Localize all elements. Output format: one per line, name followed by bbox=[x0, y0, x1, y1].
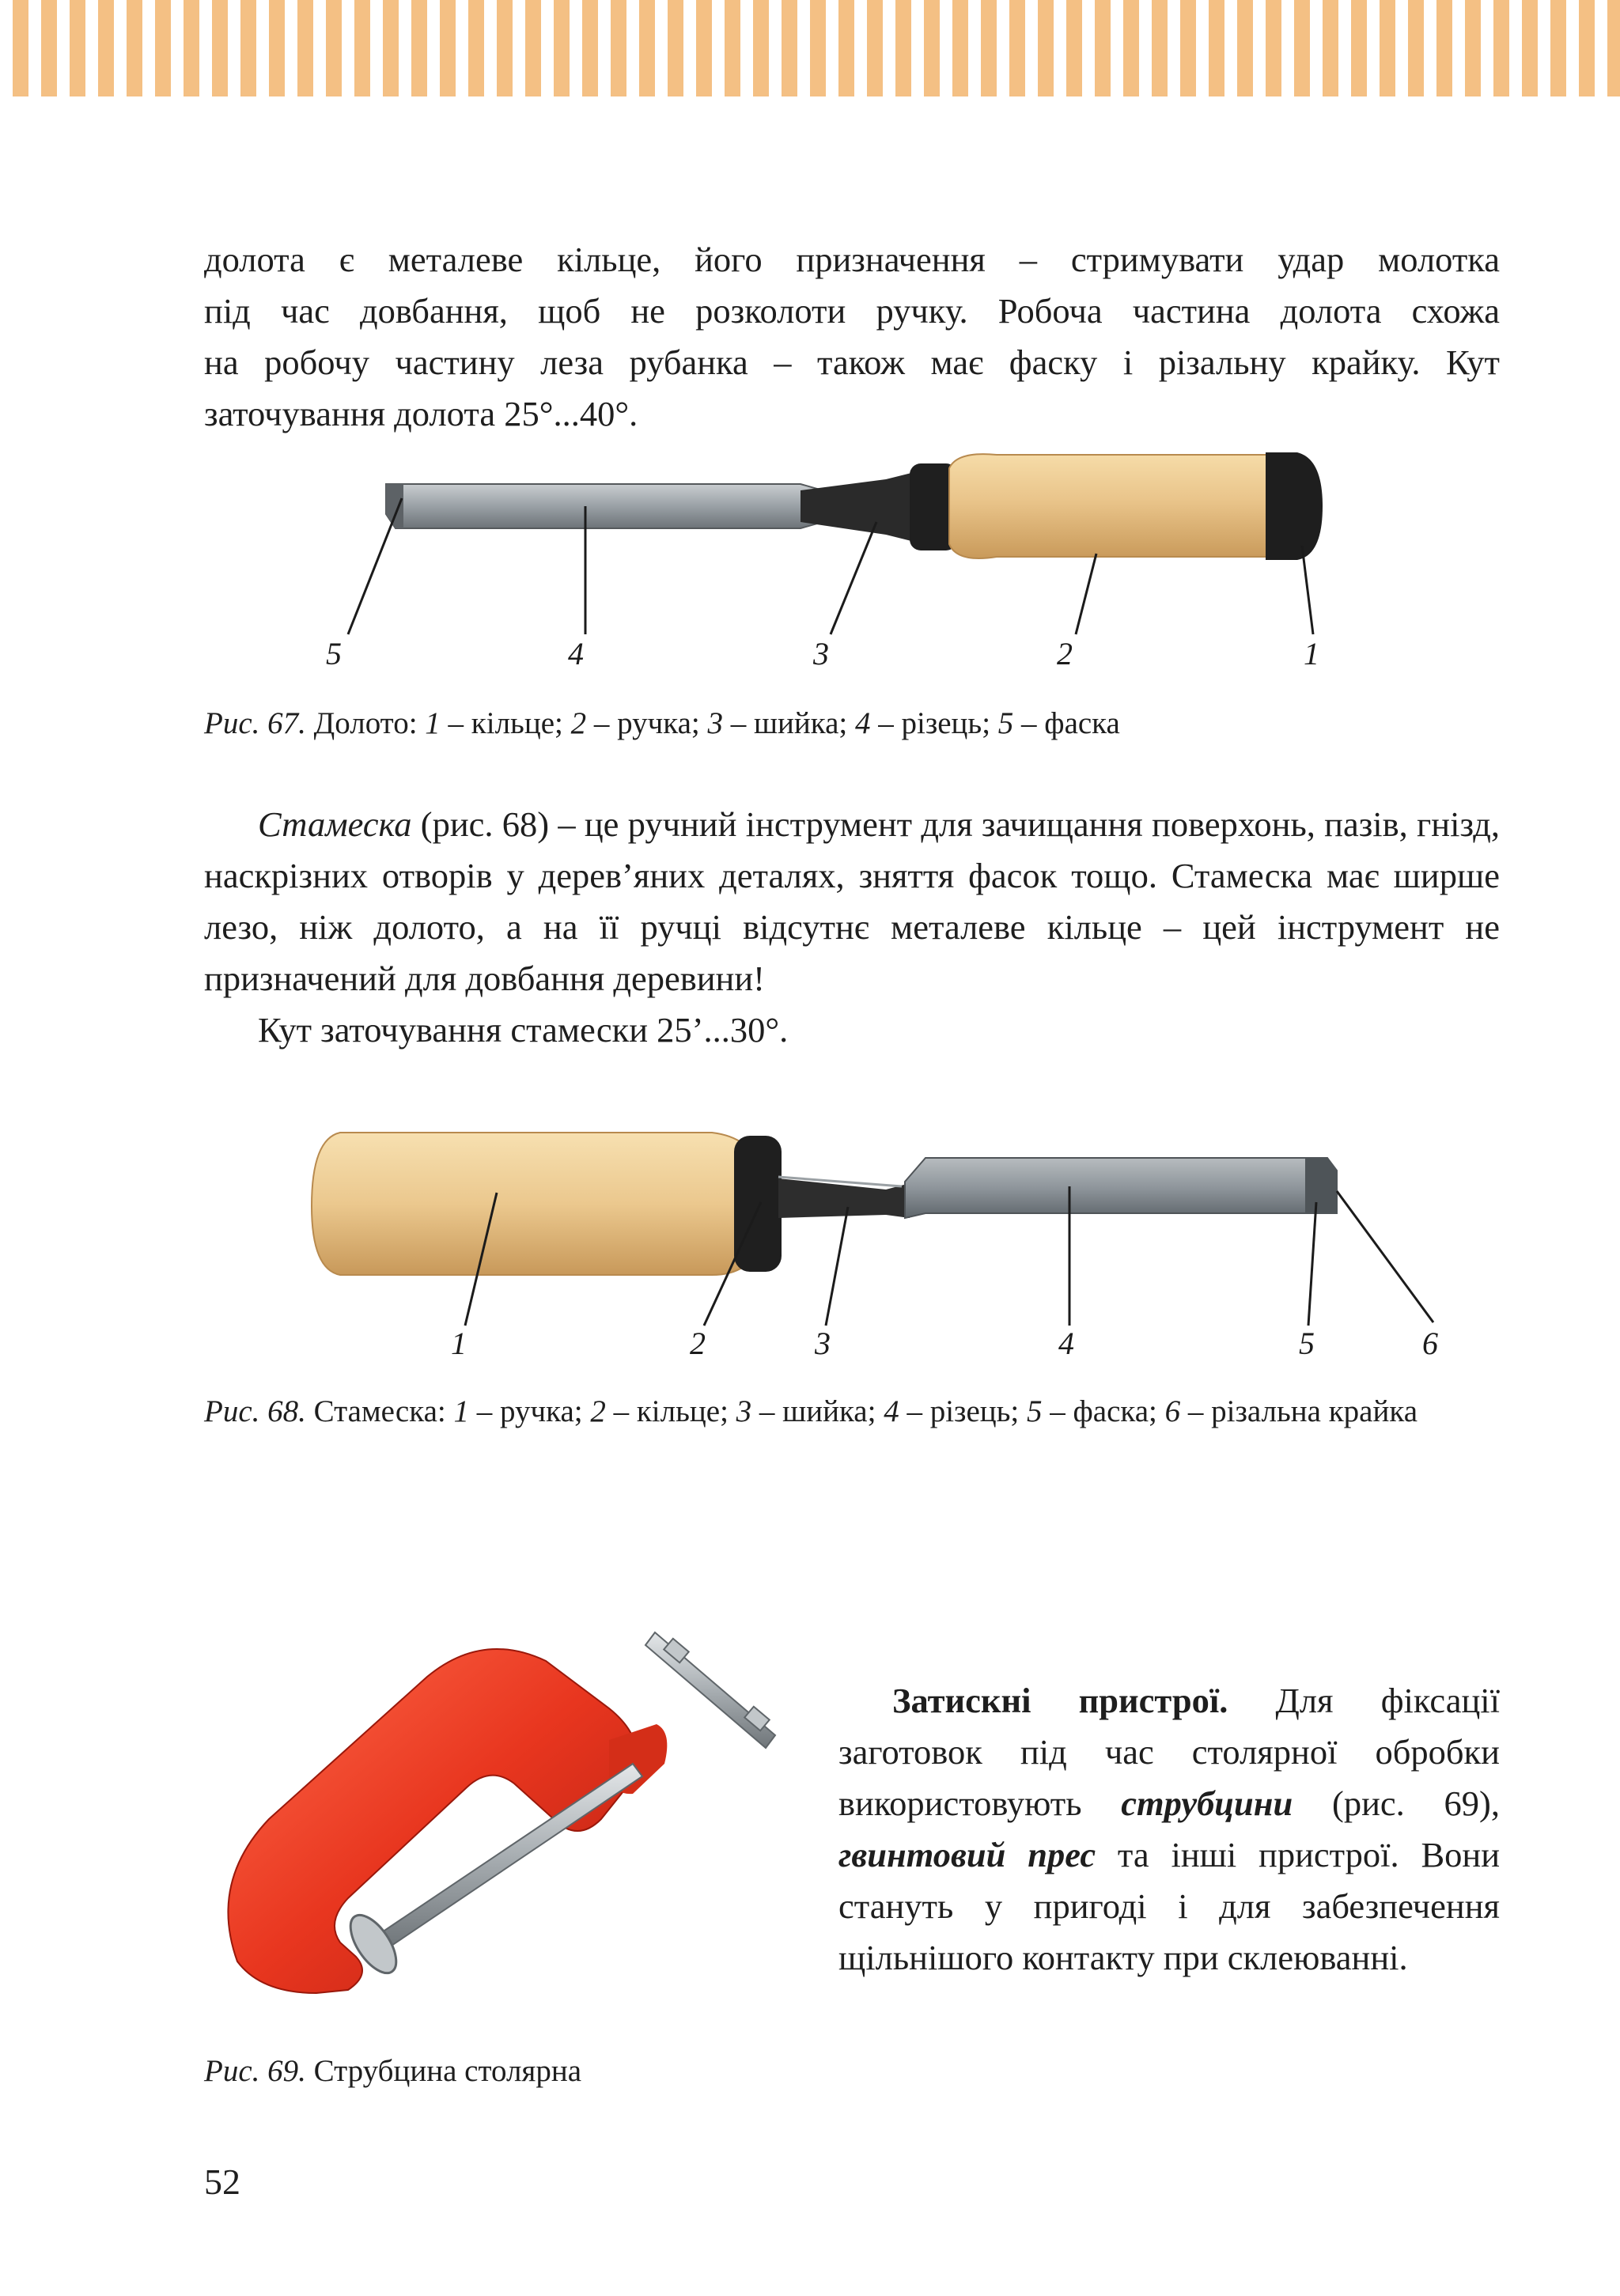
fig69-caption-label: Рис. 69. bbox=[204, 2054, 306, 2088]
para4-text bbox=[838, 1675, 1500, 1984]
fig68-caption-item-3: шийка; bbox=[782, 1394, 876, 1428]
para1-line-4: заточування долота 25°...40°. bbox=[204, 394, 638, 433]
fig67-caption-label: Рис. 67. bbox=[204, 706, 306, 740]
fig68-callout-6-line bbox=[1337, 1191, 1433, 1322]
para2-text bbox=[204, 799, 1500, 1004]
fig68-caption-item-5: фаска; bbox=[1073, 1394, 1157, 1428]
fig68-callout-3-line bbox=[826, 1207, 848, 1326]
paragraph-stameska bbox=[204, 799, 1500, 1056]
fig67-caption-num-3: 3 bbox=[707, 706, 723, 740]
fig68-neck bbox=[778, 1177, 910, 1218]
para4-text-2: (рис. 69), bbox=[1332, 1783, 1500, 1823]
fig67-caption-item-4: різець; bbox=[901, 706, 991, 740]
paragraph-clamping-devices bbox=[838, 1675, 1500, 1984]
fig68-caption-num-5: 5 bbox=[1027, 1394, 1043, 1428]
fig67-callout-2-line bbox=[1076, 554, 1096, 634]
para3-text: Кут заточування стамески 25’...30°. bbox=[258, 1010, 789, 1050]
fig68-caption-num-1: 1 bbox=[453, 1394, 469, 1428]
fig68-label-1: 1 bbox=[451, 1326, 467, 1361]
fig67-label-2: 2 bbox=[1057, 636, 1073, 671]
fig67-caption-title: Долото: bbox=[313, 706, 418, 740]
para4-term-struptsyny: струбцини bbox=[1121, 1783, 1293, 1823]
fig68-caption-num-4: 4 bbox=[884, 1394, 899, 1428]
fig68-label-3: 3 bbox=[815, 1326, 831, 1361]
fig68-blade bbox=[905, 1158, 1337, 1218]
fig67-caption-item-2: ручка; bbox=[617, 706, 700, 740]
fig67-label-5: 5 bbox=[326, 636, 342, 671]
figure-69-caption bbox=[204, 2052, 916, 2091]
fig68-callout-5-line bbox=[1308, 1202, 1316, 1326]
para2-term: Стамеска bbox=[258, 804, 412, 844]
fig68-label-6: 6 bbox=[1422, 1326, 1438, 1361]
fig67-label-1: 1 bbox=[1304, 636, 1319, 671]
fig68-label-4: 4 bbox=[1058, 1326, 1074, 1361]
fig67-blade bbox=[386, 484, 823, 528]
fig67-callout-5-line bbox=[348, 498, 402, 634]
fig68-caption-title: Стамеска: bbox=[313, 1394, 446, 1428]
fig67-label-3: 3 bbox=[813, 636, 829, 671]
para1-line-1: долота є металеве кільце, його призначення – стримувати удар молотка bbox=[204, 240, 1500, 279]
fig67-callout-1-line bbox=[1302, 546, 1313, 634]
fig67-caption-num-5: 5 bbox=[997, 706, 1014, 740]
fig67-ring bbox=[1266, 452, 1323, 560]
para4-heading: Затискні пристрої. bbox=[892, 1681, 1228, 1720]
fig69-clamp-frame bbox=[228, 1649, 667, 1993]
fig67-callout-3-line bbox=[831, 522, 876, 634]
fig67-caption-num-1: 1 bbox=[425, 706, 441, 740]
fig69-t-handle bbox=[645, 1632, 775, 1748]
para2-rest: (рис. 68) – це ручний інструмент для зачищання поверхонь, пазів, гнізд, наскрізних отворів у дерев’яних деталях, зняття фасок тощо. Стамеска має ширше лезо, ніж долото, а на її ручці відсутнє металеве кільце – цей інструмент не призначений для довбання деревини! bbox=[204, 804, 1501, 998]
fig68-handle bbox=[312, 1133, 759, 1275]
fig68-caption-item-1: ручка; bbox=[500, 1394, 583, 1428]
fig68-caption-item-6: різальна крайка bbox=[1211, 1394, 1418, 1428]
fig67-caption-num-2: 2 bbox=[570, 706, 587, 740]
fig68-label-2: 2 bbox=[690, 1326, 706, 1361]
para1-line-2: під час довбання, щоб не розколоти ручку. Робоча частина долота схожа bbox=[204, 291, 1500, 331]
fig68-caption-item-2: кільце; bbox=[636, 1394, 729, 1428]
fig67-caption-item-3: шийка; bbox=[753, 706, 848, 740]
para4-text-3: та інші пристрої. Вони стануть у пригоді і для забезпечення щільнішого контакту при склеюванні. bbox=[838, 1835, 1501, 1977]
figure-67-caption: Рис. 67. Долото: 1 – кільце; 2 – ручка; 3 – шийка; 4 – різець; 5 – фаска bbox=[204, 706, 1120, 740]
fig68-ferrule bbox=[734, 1136, 782, 1272]
fig68-label-5: 5 bbox=[1299, 1326, 1315, 1361]
para1-line-3: на робочу частину леза рубанка – також має фаску і різальну крайку. Кут bbox=[204, 342, 1500, 382]
fig67-caption-item-1: кільце; bbox=[471, 706, 563, 740]
fig68-caption-num-2: 2 bbox=[590, 1394, 606, 1428]
para4-text-1: Для фіксації заготовок під час столярної обробки використовують bbox=[838, 1681, 1500, 1823]
fig68-caption-item-4: різець; bbox=[929, 1394, 1020, 1428]
page-number: 52 bbox=[204, 2162, 240, 2202]
fig67-caption-item-5: фаска bbox=[1044, 706, 1120, 740]
fig67-caption-num-4: 4 bbox=[855, 706, 871, 740]
fig67-neck bbox=[801, 471, 918, 543]
fig67-label-4: 4 bbox=[568, 636, 584, 671]
fig68-caption-num-6: 6 bbox=[1164, 1394, 1181, 1428]
fig69-caption-title: Струбцина столярна bbox=[313, 2054, 582, 2088]
figure-68-caption: Рис. 68. Стамеска: 1 – ручка; 2 – кільце; 3 – шийка; 4 – різець; 5 – фаска; 6 – різальна крайка bbox=[204, 1394, 1418, 1428]
fig68-caption-label: Рис. 68. bbox=[204, 1394, 306, 1428]
fig68-caption-num-3: 3 bbox=[736, 1394, 752, 1428]
para4-term-press: гвинтовий прес bbox=[838, 1835, 1096, 1874]
fig67-handle bbox=[949, 454, 1297, 558]
